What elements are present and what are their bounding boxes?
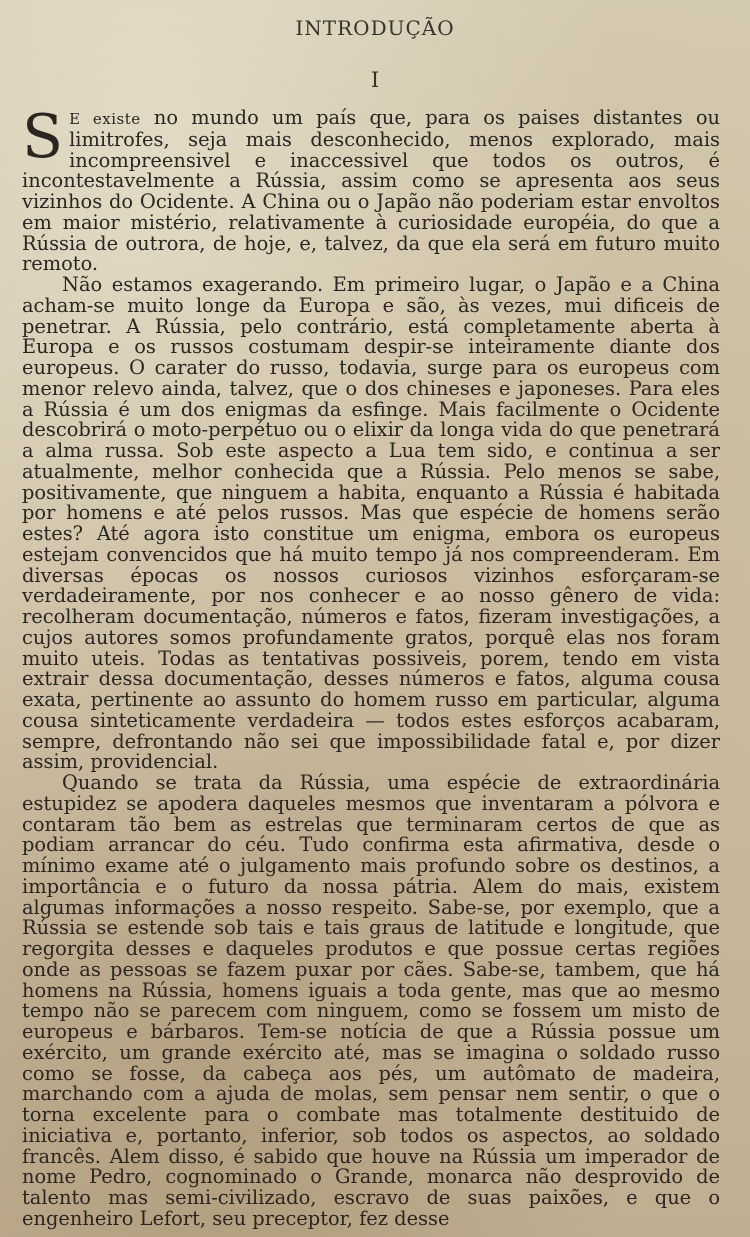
body-text — [22, 102, 720, 1230]
drop-cap: S — [22, 102, 64, 172]
paragraph-1 — [22, 102, 720, 276]
chapter-title: INTRODUÇÃO — [295, 16, 455, 40]
lead-in: E existe — [69, 110, 141, 128]
paragraph-1-text: no mundo um país que, para os paises distantes ou limitrofes, seja mais desconhecido, menos explorado, mais incompreensivel e inaccessivel que todos os outros, é incontestavelmente a Rússia, assim como se apresenta aos seus vizinhos do Ocidente. A China ou o Japão não poderiam estar envoltos em maior mistério, relativamente à curiosidade européia, do que a Rússia de outrora, de hoje, e, talvez, da que ela será em futuro muito remoto. — [22, 106, 720, 276]
paragraph-3: Quando se trata da Rússia, uma espécie de extraordinária estupidez se apodera daqueles mesmos que inventaram a pólvora e contaram tão bem as estrelas que terminaram certos de que as podiam arrancar do céu. Tudo confirma esta afirmativa, desde o mínimo exame até o julgamento mais profundo sobre os destinos, a importância e o futuro da nossa pátria. Alem do mais, existem algumas informações a nosso respeito. Sabe-se, por exemplo, que a Rússia se estende sob tais e tais graus de latitude e longitude, que regorgita desses e daqueles produtos e que possue certas regiões onde as pessoas se fazem puxar por cães. Sabe-se, tambem, que há homens na Rússia, homens iguais a toda gente, mas que ao mesmo tempo não se parecem com ninguem, como se fossem um misto de europeus e bárbaros. Tem-se notícia de que a Rússia possue um exército, um grande exército até, mas se imagina o soldado russo como se fosse, da cabeça aos pés, um autômato de madeira, marchando com a ajuda de molas, sem pensar nem sentir, o que o torna excelente para o combate mas totalmente destituido de iniciativa e, portanto, inferior, sob todos os aspectos, ao soldado francês. Alem disso, é sabido que houve na Rússia um imperador de nome Pedro, cognominado o Grande, monarca não desprovido de talento mas semi-civilizado, escravo de suas paixões, e que o engenheiro Lefort, seu preceptor, fez desse — [22, 771, 720, 1230]
section-number: I — [370, 68, 380, 92]
paragraph-2: Não estamos exagerando. Em primeiro lugar, o Japão e a China acham-se muito longe da Europa e são, às vezes, mui dificeis de penetrar. A Rússia, pelo contrário, está completamente aberta à Europa e os russos costumam despir-se inteiramente diante dos europeus. O carater do russo, todavia, surge para os europeus com menor relevo ainda, talvez, que o dos chineses e japoneses. Para eles a Rússia é um dos enigmas da esfinge. Mais facilmente o Ocidente descobrirá o moto-perpétuo ou o elixir da longa vida do que penetrará a alma russa. Sob este aspecto a Lua tem sido, e continua a ser atualmente, melhor conhecida que a Rússia. Pelo menos se sabe, positivamente, que ninguem a habita, enquanto a Rússia é habitada por homens e até pelos russos. Mas que espécie de homens serão estes? Até agora isto constitue um enigma, embora os europeus estejam convencidos que há muito tempo já nos compreenderam. Em diversas épocas os nossos curiosos vizinhos esforçaram-se verdadeiramente, por nos conhecer e ao nosso gênero de vida: recolheram documentação, números e fatos, fizeram investigações, a cujos autores somos profundamente gratos, porquê elas nos foram muito uteis. Todas as tentativas possiveis, porem, tendo em vista extrair dessa documentação, desses números e fatos, alguma cousa exata, pertinente ao assunto do homem russo em particular, alguma cousa sinteticamente verdadeira — todos estes esforços acabaram, sempre, defrontando não sei que impossibilidade fatal e, por dizer assim, providencial. — [22, 273, 720, 774]
